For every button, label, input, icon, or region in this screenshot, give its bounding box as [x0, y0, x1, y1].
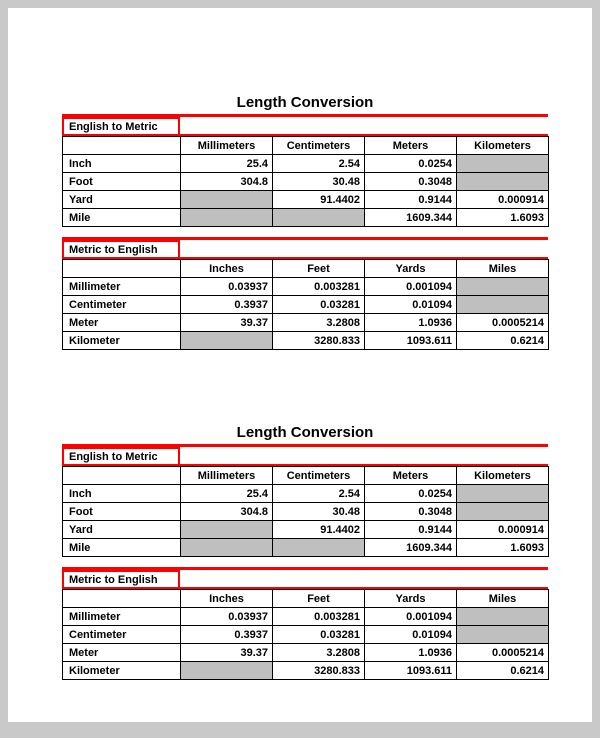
metric-to-english-label: Metric to English — [62, 240, 180, 257]
column-header: Centimeters — [273, 467, 365, 485]
empty-cell — [273, 539, 365, 557]
value-cell: 25.4 — [181, 485, 273, 503]
value-cell: 0.03937 — [181, 608, 273, 626]
column-header: Inches — [181, 590, 273, 608]
value-cell: 0.3937 — [181, 626, 273, 644]
length-conversion-section — [62, 424, 548, 680]
table-row — [63, 644, 549, 662]
value-cell: 0.001094 — [365, 608, 457, 626]
table-row — [63, 314, 549, 332]
column-header: Millimeters — [181, 137, 273, 155]
table-group-header — [62, 240, 548, 259]
row-label: Inch — [63, 155, 181, 173]
empty-cell — [457, 278, 549, 296]
value-cell: 39.37 — [181, 644, 273, 662]
english-to-metric-table — [62, 136, 549, 227]
table-row — [63, 191, 549, 209]
value-cell: 0.03281 — [273, 626, 365, 644]
document-page — [8, 8, 592, 722]
column-header: Meters — [365, 467, 457, 485]
column-header: Millimeters — [181, 467, 273, 485]
value-cell: 39.37 — [181, 314, 273, 332]
value-cell: 0.0254 — [365, 155, 457, 173]
table-row — [63, 209, 549, 227]
value-cell: 30.48 — [273, 173, 365, 191]
table-row — [63, 173, 549, 191]
english-to-metric-label: English to Metric — [62, 447, 180, 464]
value-cell: 1093.611 — [365, 332, 457, 350]
value-cell: 1.0936 — [365, 644, 457, 662]
value-cell: 2.54 — [273, 155, 365, 173]
table-row — [63, 539, 549, 557]
row-label: Inch — [63, 485, 181, 503]
empty-cell — [273, 209, 365, 227]
row-label: Mile — [63, 209, 181, 227]
value-cell: 3280.833 — [273, 662, 365, 680]
value-cell: 304.8 — [181, 173, 273, 191]
column-header: Feet — [273, 590, 365, 608]
metric-to-english-table — [62, 589, 549, 680]
header-row — [63, 260, 549, 278]
spacer — [62, 227, 548, 237]
row-label: Foot — [63, 503, 181, 521]
row-label: Millimeter — [63, 278, 181, 296]
value-cell: 1.0936 — [365, 314, 457, 332]
value-cell: 0.0254 — [365, 485, 457, 503]
section-title: Length Conversion — [236, 94, 374, 111]
value-cell: 0.3937 — [181, 296, 273, 314]
value-cell: 0.003281 — [273, 608, 365, 626]
value-cell: 0.6214 — [457, 332, 549, 350]
metric-to-english-table — [62, 259, 549, 350]
empty-cell — [181, 662, 273, 680]
blank-header-cell — [63, 260, 181, 278]
empty-cell — [181, 539, 273, 557]
column-header: Miles — [457, 590, 549, 608]
value-cell: 3.2808 — [273, 644, 365, 662]
empty-cell — [457, 155, 549, 173]
table-row — [63, 608, 549, 626]
table-row — [63, 332, 549, 350]
value-cell: 0.9144 — [365, 191, 457, 209]
table-row — [63, 503, 549, 521]
row-label: Millimeter — [63, 608, 181, 626]
column-header: Inches — [181, 260, 273, 278]
row-label: Kilometer — [63, 662, 181, 680]
value-cell: 0.3048 — [365, 503, 457, 521]
table-group-header — [62, 570, 548, 589]
value-cell: 1.6093 — [457, 209, 549, 227]
length-conversion-section — [62, 94, 548, 350]
header-row — [63, 137, 549, 155]
value-cell: 304.8 — [181, 503, 273, 521]
empty-cell — [181, 191, 273, 209]
row-label: Foot — [63, 173, 181, 191]
value-cell: 0.6214 — [457, 662, 549, 680]
empty-cell — [457, 173, 549, 191]
value-cell: 91.4402 — [273, 191, 365, 209]
empty-cell — [181, 209, 273, 227]
value-cell: 0.0005214 — [457, 644, 549, 662]
column-header: Kilometers — [457, 467, 549, 485]
empty-cell — [181, 332, 273, 350]
column-header: Yards — [365, 260, 457, 278]
value-cell: 30.48 — [273, 503, 365, 521]
value-cell: 0.01094 — [365, 626, 457, 644]
section-title: Length Conversion — [236, 424, 374, 441]
row-label: Meter — [63, 644, 181, 662]
value-cell: 91.4402 — [273, 521, 365, 539]
column-header: Yards — [365, 590, 457, 608]
empty-cell — [457, 626, 549, 644]
metric-to-english-label: Metric to English — [62, 570, 180, 587]
table-row — [63, 485, 549, 503]
row-label: Mile — [63, 539, 181, 557]
row-label: Kilometer — [63, 332, 181, 350]
empty-cell — [457, 485, 549, 503]
value-cell: 0.01094 — [365, 296, 457, 314]
value-cell: 0.03281 — [273, 296, 365, 314]
blank-header-cell — [63, 590, 181, 608]
table-row — [63, 521, 549, 539]
value-cell: 2.54 — [273, 485, 365, 503]
blank-header-cell — [63, 467, 181, 485]
table-group-header — [62, 447, 548, 466]
row-label: Meter — [63, 314, 181, 332]
value-cell: 0.003281 — [273, 278, 365, 296]
empty-cell — [181, 521, 273, 539]
table-row — [63, 662, 549, 680]
value-cell: 0.3048 — [365, 173, 457, 191]
row-label: Centimeter — [63, 296, 181, 314]
table-group-header — [62, 117, 548, 136]
column-header: Meters — [365, 137, 457, 155]
english-to-metric-table — [62, 466, 549, 557]
blank-header-cell — [63, 137, 181, 155]
header-row — [63, 590, 549, 608]
empty-cell — [457, 503, 549, 521]
table-row — [63, 278, 549, 296]
column-header: Miles — [457, 260, 549, 278]
value-cell: 3.2808 — [273, 314, 365, 332]
value-cell: 0.9144 — [365, 521, 457, 539]
empty-cell — [457, 296, 549, 314]
value-cell: 1093.611 — [365, 662, 457, 680]
value-cell: 1.6093 — [457, 539, 549, 557]
column-header: Feet — [273, 260, 365, 278]
spacer — [62, 557, 548, 567]
value-cell: 3280.833 — [273, 332, 365, 350]
table-row — [63, 626, 549, 644]
value-cell: 1609.344 — [365, 209, 457, 227]
header-row — [63, 467, 549, 485]
column-header: Kilometers — [457, 137, 549, 155]
empty-cell — [457, 608, 549, 626]
row-label: Centimeter — [63, 626, 181, 644]
value-cell: 0.000914 — [457, 521, 549, 539]
row-label: Yard — [63, 521, 181, 539]
value-cell: 0.000914 — [457, 191, 549, 209]
value-cell: 0.0005214 — [457, 314, 549, 332]
value-cell: 25.4 — [181, 155, 273, 173]
table-row — [63, 296, 549, 314]
value-cell: 1609.344 — [365, 539, 457, 557]
value-cell: 0.001094 — [365, 278, 457, 296]
row-label: Yard — [63, 191, 181, 209]
english-to-metric-label: English to Metric — [62, 117, 180, 134]
value-cell: 0.03937 — [181, 278, 273, 296]
column-header: Centimeters — [273, 137, 365, 155]
table-row — [63, 155, 549, 173]
